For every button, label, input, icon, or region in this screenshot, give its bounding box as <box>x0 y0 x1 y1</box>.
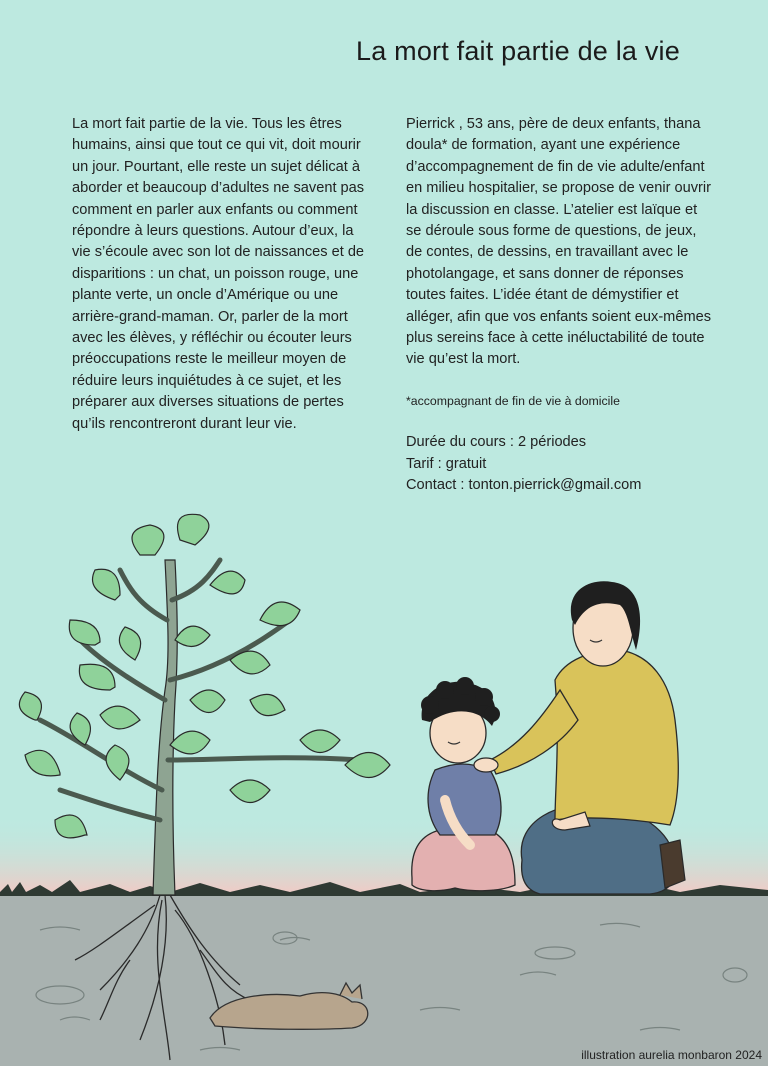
intro-paragraph: La mort fait partie de la vie. Tous les êtres humains, ainsi que tout ce qui vit, doit mourir un jour. Pourtant, elle reste un sujet délicat à aborder et beaucoup d’adultes ne savent pas comment en parler aux enfants ou comment répondre à leurs questions. Autour d’eux, la vie s’écoule avec son lot de naissances et de disparitions : un chat, un poisson rouge, une plante verte, un oncle d’Amérique ou une arrière-grand-maman. Or, parler de la mort avec les élèves, y réfléchir ou écouter leurs préoccupations reste le meilleur moyen de réduire leurs inquiétudes à ce sujet, et les préparer aux diverses situations de pertes qu’ils rencontreront durant leur vie. <box>72 116 365 432</box>
footnote: *accompagnant de fin de vie à domicile <box>406 393 620 408</box>
course-duration: Durée du cours : 2 périodes <box>406 434 587 451</box>
page-title: La mort fait partie de la vie <box>356 36 680 66</box>
child-illustration <box>412 677 515 891</box>
details-paragraph: Pierrick , 53 ans, père de deux enfants, thana doula* de formation, ayant une expérience d’accompagnement de fin de vie adulte/enfant en milieu hospitalier, se propose de venir ouvrir la discussion en classe. L’atelier est laïque et se déroule sous forme de questions, de jeux, de contes, de dessins, en travaillant avec le photolangage, et sans donner de réponses toutes faites. L’idée étant de démystifier et alléger, afin que vos enfants soient eux-mêmes plus sereins face à cette inéluctabilité de toute vie qu’est la mort. <box>406 116 712 368</box>
contact-email: Contact : tonton.pierrick@gmail.com <box>406 477 642 494</box>
course-price: Tarif : gratuit <box>406 455 487 472</box>
illustration-credit: illustration aurelia monbaron 2024 <box>581 1048 762 1062</box>
